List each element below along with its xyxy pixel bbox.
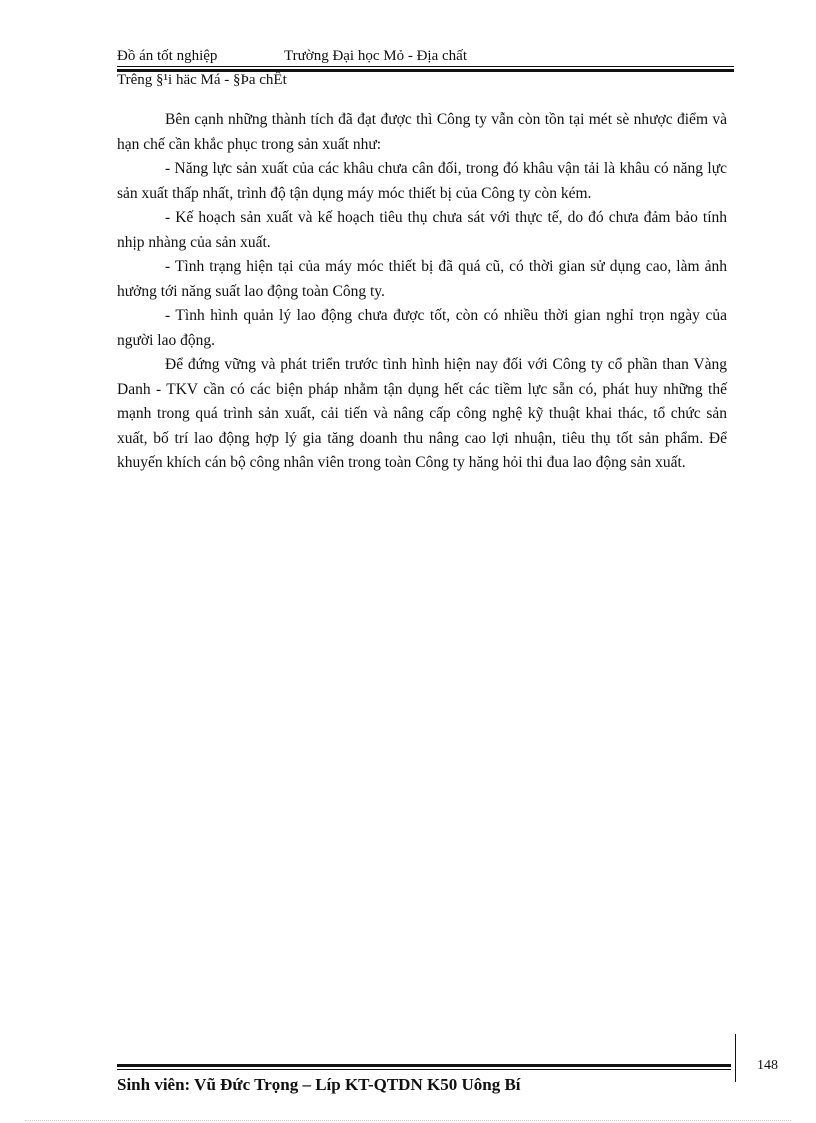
header-university: Trường Đại học Mỏ - Địa chất [284, 48, 467, 64]
footer-divider-thick [117, 1064, 731, 1067]
page-number: 148 [757, 1058, 778, 1073]
header-divider-thin [117, 66, 734, 67]
paragraph: Bên cạnh những thành tích đã đạt được thì Công ty vẫn còn tồn tại mét sè nhược điểm và hạn chế cần khắc phục trong sản xuất như: [117, 111, 727, 153]
paragraph: - Kế hoạch sản xuất và kế hoạch tiêu thụ chưa sát với thực tế, do đó chưa đảm bảo tính nhịp nhàng của sản xuất. [117, 209, 727, 251]
paragraph: - Năng lực sản xuất của các khâu chưa cân đối, trong đó khâu vận tải là khâu có năng lực sản xuất thấp nhất, trình độ tận dụng máy móc thiết bị của Công ty còn kém. [117, 160, 727, 202]
paragraph: Để đứng vững và phát triển trước tình hình hiện nay đối với Công ty cổ phần than Vàng Danh - TKV cần có các biện pháp nhằm tận dụng hết các tiềm lực sẵn có, phát huy những thế mạnh trong quá trình sản xuất, cải tiến và nâng cấp công nghệ kỹ thuật khai thác, tổ chức sản xuất, bố trí lao động hợp lý gia tăng doanh thu nâng cao lợi nhuận, tiêu thụ tốt sản phẩm. Để khuyến khích cán bộ công nhân viên trong toàn Công ty hăng hỏi thi đua lao động sản xuất. [117, 356, 727, 471]
footer-side-rule [735, 1034, 736, 1082]
page-bottom-border [25, 1120, 791, 1121]
paragraph: - Tình trạng hiện tại của máy móc thiết bị đã quá cũ, có thời gian sử dụng cao, làm ảnh hưởng tới năng suất lao động toàn Công ty. [117, 258, 727, 300]
header-garbled-subtitle: Trêng §¹i häc Má - §Þa chÊt [117, 72, 287, 88]
body-text [117, 108, 727, 476]
paragraph: - Tình hình quản lý lao động chưa được tốt, còn có nhiều thời gian nghỉ trọn ngày của người lao động. [117, 307, 727, 349]
footer-divider-thin [117, 1069, 731, 1070]
footer-student-info: Sinh viên: Vũ Đức Trọng – Líp KT-QTDN K50 Uông Bí [117, 1075, 521, 1094]
header-document-type: Đồ án tốt nghiệp [117, 48, 218, 64]
